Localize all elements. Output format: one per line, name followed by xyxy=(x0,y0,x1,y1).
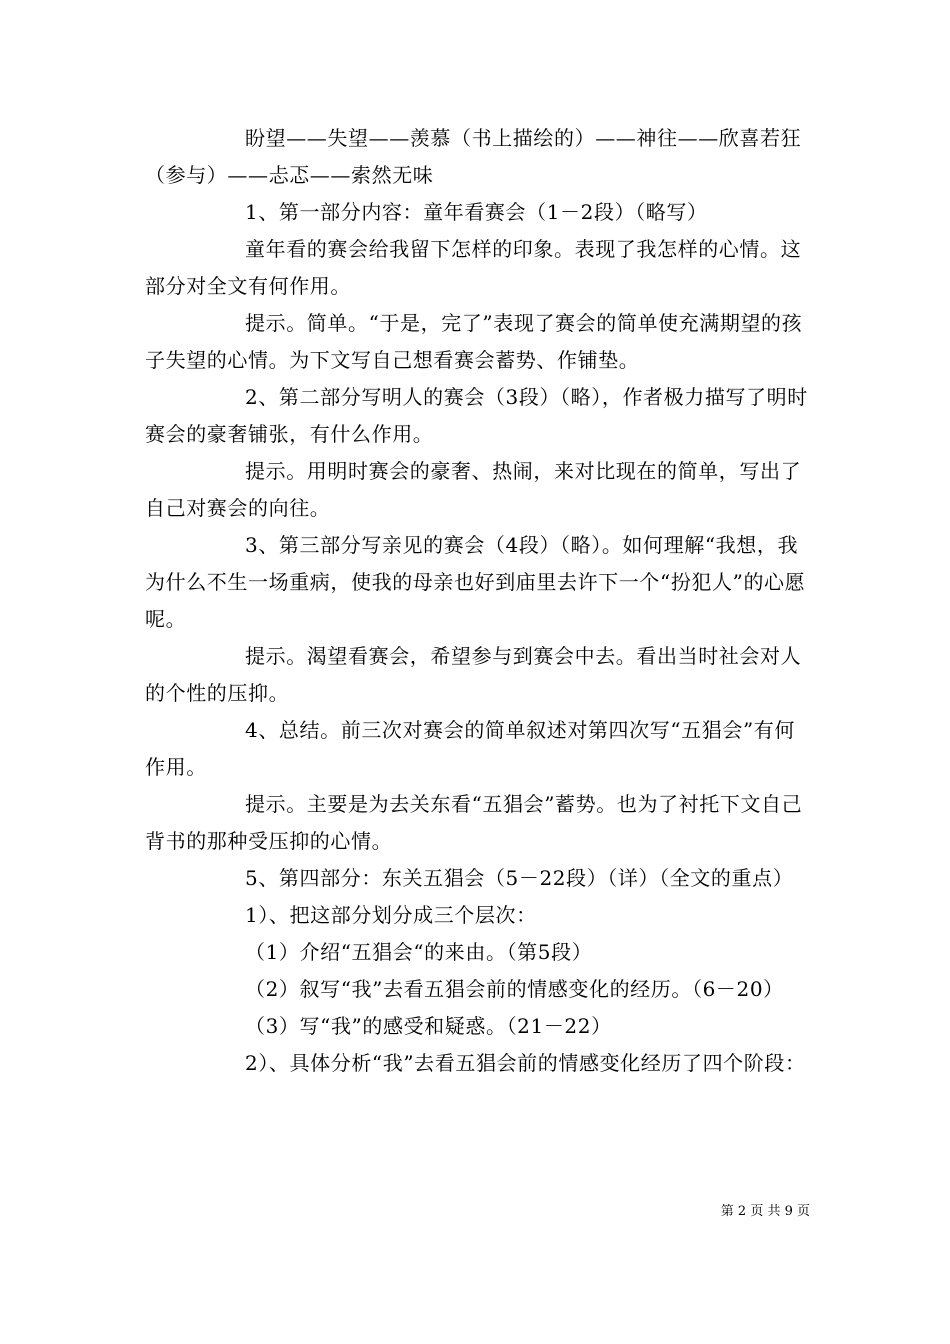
paragraph-part-one-hint: 提示。简单。“于是，完了”表现了赛会的简单使充满期望的孩子失望的心情。为下文写自己想看赛会蓄势、作铺垫。 xyxy=(145,311,803,372)
paragraph-part-three-heading: 3、第三部分写亲见的赛会（4段）（略）。如何理解“我想，我为什么不生一场重病，使我的母亲也好到庙里去许下一个“扮犯人”的心愿呢。 xyxy=(145,533,806,631)
paragraph-level-two: （2）叙写“我”去看五猖会前的情感变化的经历。（6－20） xyxy=(245,977,784,1001)
paragraph-level-one: （1）介绍“五猖会“的来由。（第5段） xyxy=(245,940,593,964)
paragraph-part-one-question: 童年看的赛会给我留下怎样的印象。表现了我怎样的心情。这部分对全文有何作用。 xyxy=(145,237,802,298)
paragraph-part-two-hint: 提示。用明时赛会的豪奢、热闹，来对比现在的简单，写出了自己对赛会的向往。 xyxy=(145,459,802,520)
paragraph-level-three: （3）写“我”的感受和疑惑。（21－22） xyxy=(245,1014,612,1038)
paragraph-part-one-heading: 1、第一部分内容：童年看赛会（1－2段）（略写） xyxy=(245,200,708,224)
paragraph-summary-heading: 4、总结。前三次对赛会的简单叙述对第四次写“五猖会”有何作用。 xyxy=(145,718,795,779)
paragraph-emotion-sequence: 盼望——失望——羡慕（书上描绘的）——神往——欣喜若狂（参与）——忐忑——索然无味 xyxy=(145,126,802,187)
page-number-footer: 第 2 页 共 9 页 xyxy=(720,1204,810,1219)
paragraph-part-two-heading: 2、第二部分写明人的赛会（3段）（略），作者极力描写了明时赛会的豪奢铺张，有什么作用。 xyxy=(145,385,808,446)
document-body xyxy=(145,120,810,1082)
paragraph-analysis-heading: 2）、具体分析“我”去看五猖会前的情感变化经历了四个阶段： xyxy=(245,1051,806,1075)
paragraph-part-four-heading: 5、第四部分：东关五猖会（5－22段）（详）（全文的重点） xyxy=(245,866,794,890)
paragraph-levels-heading: 1）、把这部分划分成三个层次： xyxy=(245,903,537,927)
paragraph-summary-hint: 提示。主要是为去关东看“五猖会”蓄势。也为了衬托下文自己背书的那种受压抑的心情。 xyxy=(145,792,803,853)
paragraph-part-three-hint: 提示。渴望看赛会，希望参与到赛会中去。看出当时社会对人的个性的压抑。 xyxy=(145,644,802,705)
